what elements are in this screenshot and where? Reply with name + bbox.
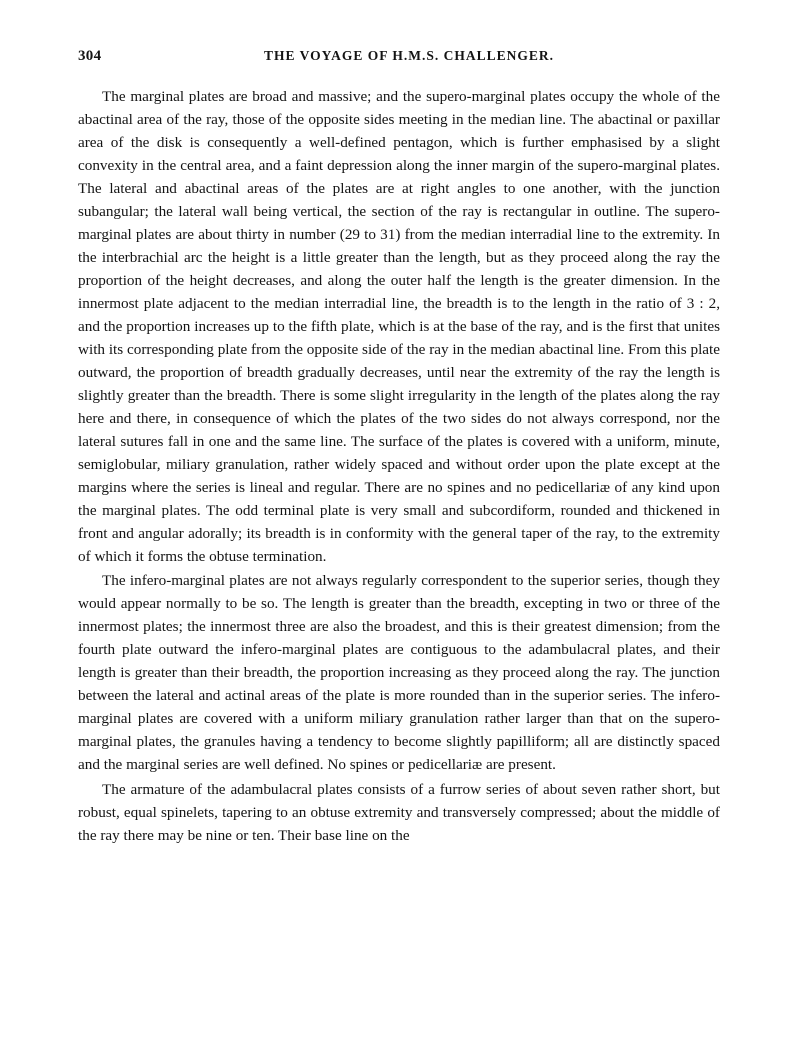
running-title: THE VOYAGE OF H.M.S. CHALLENGER.: [263, 48, 555, 63]
paragraph-adambulacral-armature: The armature of the adambulacral plates consists of a furrow series of about seven rather short, but robust, equal spinelets, tapering to an obtuse extremity and transversely compressed; about the middle of the ray there may be nine or ten. Their base line on the: [78, 781, 720, 844]
body-text: [78, 85, 720, 847]
running-header: [78, 48, 720, 70]
paragraph-marginal-plates: The marginal plates are broad and massive; and the supero-marginal plates occupy the whole of the abactinal area of the ray, those of the opposite sides meeting in the median line. The abactinal or paxillar area of the disk is consequently a well-defined pentagon, which is further emphasised by a slight convexity in the central area, and a faint depression along the inner margin of the supero-marginal plates. The lateral and abactinal areas of the plates are at right angles to one another, with the junction subangular; the lateral wall being vertical, the section of the ray is rectangular in outline. The supero-marginal plates are about thirty in number (29 to 31) from the median interradial line to the extremity. In the interbrachial arc the height is a little greater than the length, but as they proceed along the ray the proportion of the height decreases, and along the outer half the length is the greater dimension. In the innermost plate adjacent to the median interradial line, the breadth is to the length in the ratio of 3 : 2, and the proportion increases up to the fifth plate, which is at the base of the ray, and is the first that unites with its corresponding plate from the opposite side of the ray in the median abactinal line. From this plate outward, the proportion of breadth gradually decreases, until near the extremity of the ray the length is slightly greater than the breadth. There is some slight irregularity in the length of the plates along the ray here and there, in consequence of which the plates of the two sides do not always correspond, nor the lateral sutures fall in one and the same line. The surface of the plates is covered with a uniform, minute, semiglobular, miliary granulation, rather widely spaced and without order upon the plate except at the margins where the series is lineal and regular. There are no spines and no pedicellariæ of any kind upon the marginal plates. The odd terminal plate is very small and subcordiform, rounded and thickened in front and angular adorally; its breadth is in conformity with the general taper of the ray, to the extremity of which it forms the obtuse termination.: [78, 88, 720, 565]
page-number: 304: [78, 48, 102, 64]
paragraph-infero-marginal-plates: The infero-marginal plates are not always regularly correspondent to the superior series, though they would appear normally to be so. The length is greater than the breadth, excepting in two or three of the innermost plates; the innermost three are also the broadest, and this is their greatest dimension; from the fourth plate outward the infero-marginal plates are contiguous to the adambulacral plates, and their length is greater than their breadth, the proportion increasing as they proceed along the ray. The junction between the lateral and actinal areas of the plate is more rounded than in the superior series. The infero-marginal plates are covered with a uniform miliary granulation rather larger than that on the supero-marginal plates, the granules having a tendency to become slightly papilliform; all are distinctly spaced and the marginal series are well defined. No spines or pedicellariæ are present.: [78, 572, 720, 773]
